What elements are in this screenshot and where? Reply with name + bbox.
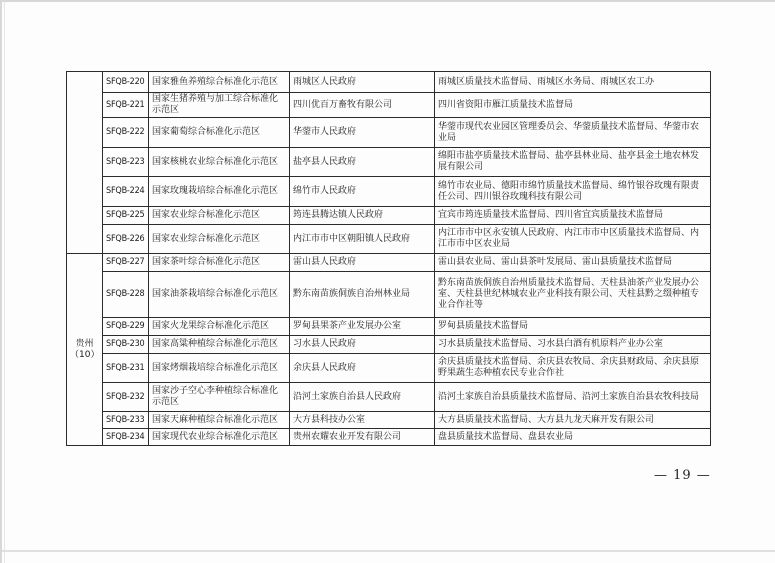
table-row xyxy=(67,336,711,354)
table-row xyxy=(67,383,711,412)
table-row xyxy=(67,177,711,207)
responsible-units: 盘县质量技术监督局、盘县农业局 xyxy=(435,429,711,446)
zone-name: 国家雅鱼养殖综合标准化示范区 xyxy=(149,72,290,93)
zone-name: 国家火龙果综合标准化示范区 xyxy=(149,318,290,336)
zone-name: 国家农业综合标准化示范区 xyxy=(149,207,290,225)
zone-name: 国家天麻种植综合标准化示范区 xyxy=(149,412,290,429)
table-row xyxy=(67,148,711,177)
undertaking-unit: 黔东南苗族侗族自治州林业局 xyxy=(290,272,435,318)
zone-name: 国家高粱种植综合标准化示范区 xyxy=(149,336,290,354)
responsible-units: 雷山县农业局、雷山县茶叶发展局、雷山县质量技术监督局 xyxy=(435,254,711,272)
responsible-units: 绵阳市盐亭质量技术监督局、盐亭县林业局、盐亭县金土地农林发展有限公司 xyxy=(435,148,711,177)
zone-code: SFQB-222 xyxy=(103,118,149,148)
region-cell-guizhou: 贵州（10） xyxy=(67,254,103,446)
undertaking-unit: 筠连县腾达镇人民政府 xyxy=(290,207,435,225)
table-row xyxy=(67,429,711,446)
responsible-units: 雨城区质量技术监督局、雨城区水务局、雨城区农工办 xyxy=(435,72,711,93)
undertaking-unit: 罗甸县果茶产业发展办公室 xyxy=(290,318,435,336)
table-row xyxy=(67,354,711,383)
zone-code: SFQB-225 xyxy=(103,207,149,225)
zone-code: SFQB-224 xyxy=(103,177,149,207)
zone-name: 国家葡萄综合标准化示范区 xyxy=(149,118,290,148)
zone-code: SFQB-233 xyxy=(103,412,149,429)
zone-code: SFQB-229 xyxy=(103,318,149,336)
page-number: — 19 — xyxy=(654,468,711,483)
zone-name: 国家生猪养殖与加工综合标准化示范区 xyxy=(149,93,290,118)
table-row xyxy=(67,318,711,336)
undertaking-unit: 余庆县人民政府 xyxy=(290,354,435,383)
responsible-units: 绵竹市农业局、德阳市绵竹质量技术监督局、绵竹银谷玫瑰有限责任公司、四川银谷玫瑰科技有限公司 xyxy=(435,177,711,207)
undertaking-unit: 习水县人民政府 xyxy=(290,336,435,354)
undertaking-unit: 华蓥市人民政府 xyxy=(290,118,435,148)
zone-code: SFQB-221 xyxy=(103,93,149,118)
table-row xyxy=(67,412,711,429)
responsible-units: 内江市市中区永安镇人民政府、内江市市中区质量技术监督局、内江市市中区农业局 xyxy=(435,225,711,254)
responsible-units: 罗甸县质量技术监督局 xyxy=(435,318,711,336)
zone-name: 国家玫瑰栽培综合标准化示范区 xyxy=(149,177,290,207)
undertaking-unit: 绵竹市人民政府 xyxy=(290,177,435,207)
zone-name: 国家烤烟栽培综合标准化示范区 xyxy=(149,354,290,383)
undertaking-unit: 沿河土家族自治县人民政府 xyxy=(290,383,435,412)
zone-code: SFQB-223 xyxy=(103,148,149,177)
responsible-units: 大方县质量技术监督局、大方县九龙天麻开发有限公司 xyxy=(435,412,711,429)
undertaking-unit: 盐亭县人民政府 xyxy=(290,148,435,177)
table-row xyxy=(67,207,711,225)
zone-code: SFQB-230 xyxy=(103,336,149,354)
zone-code: SFQB-226 xyxy=(103,225,149,254)
zone-name: 国家油茶栽培综合标准化示范区 xyxy=(149,272,290,318)
table-row xyxy=(67,225,711,254)
zone-name: 国家茶叶综合标准化示范区 xyxy=(149,254,290,272)
region-cell-continued xyxy=(67,72,103,254)
table-row xyxy=(67,272,711,318)
zone-code: SFQB-228 xyxy=(103,272,149,318)
undertaking-unit: 雨城区人民政府 xyxy=(290,72,435,93)
responsible-units: 四川省资阳市雁江质量技术监督局 xyxy=(435,93,711,118)
responsible-units: 习水县质量技术监督局、习水县白酒有机原料产业办公室 xyxy=(435,336,711,354)
undertaking-unit: 内江市市中区朝阳镇人民政府 xyxy=(290,225,435,254)
page-edge xyxy=(4,2,5,563)
zone-name: 国家核桃农业综合标准化示范区 xyxy=(149,148,290,177)
undertaking-unit: 贵州农耀农业开发有限公司 xyxy=(290,429,435,446)
table-row xyxy=(67,254,711,272)
zone-code: SFQB-227 xyxy=(103,254,149,272)
undertaking-unit: 大方县科技办公室 xyxy=(290,412,435,429)
zone-name: 国家现代农业综合标准化示范区 xyxy=(149,429,290,446)
zone-name: 国家农业综合标准化示范区 xyxy=(149,225,290,254)
zone-code: SFQB-231 xyxy=(103,354,149,383)
responsible-units: 余庆县质量技术监督局、余庆县农牧局、余庆县财政局、余庆县原野果蔬生态种植农民专业合作社 xyxy=(435,354,711,383)
page-bottom-edge xyxy=(2,550,775,552)
table-row xyxy=(67,93,711,118)
responsible-units: 宜宾市筠连质量技术监督局、四川省宜宾质量技术监督局 xyxy=(435,207,711,225)
zone-name: 国家沙子空心李种植综合标准化示范区 xyxy=(149,383,290,412)
zone-code: SFQB-232 xyxy=(103,383,149,412)
zone-code: SFQB-234 xyxy=(103,429,149,446)
responsible-units: 沿河土家族自治县质量技术监督局、沿河土家族自治县农牧科技局 xyxy=(435,383,711,412)
table-row xyxy=(67,118,711,148)
undertaking-unit: 四川优百万畜牧有限公司 xyxy=(290,93,435,118)
undertaking-unit: 雷山县人民政府 xyxy=(290,254,435,272)
table-row xyxy=(67,72,711,93)
zone-code: SFQB-220 xyxy=(103,72,149,93)
demonstration-zone-table xyxy=(66,71,711,446)
responsible-units: 黔东南苗族侗族自治州质量技术监督局、天柱县油茶产业发展办公室、天柱县世纪林城农业产业科技有限公司、天柱县黔之缀种植专业合作社等 xyxy=(435,272,711,318)
responsible-units: 华蓥市现代农业园区管理委员会、华蓥质量技术监督局、华蓥市农业局 xyxy=(435,118,711,148)
